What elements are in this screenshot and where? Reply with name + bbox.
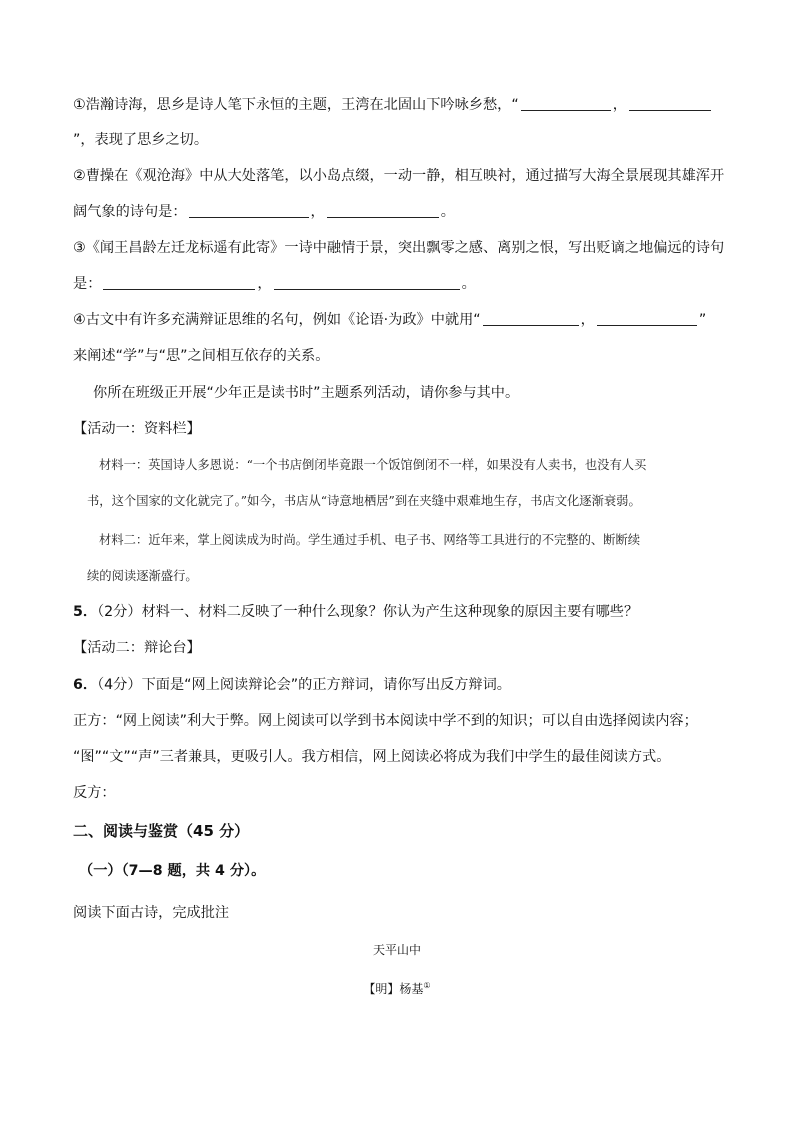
q2-end: 。 <box>440 204 455 220</box>
q5-line <box>73 602 724 622</box>
q4-close: ” <box>698 312 707 328</box>
footnote-marker: ① <box>423 981 431 990</box>
q1-text: ①浩瀚诗海，思乡是诗人笔下永恒的主题，王湾在北固山下吟咏乡愁，“ <box>73 97 519 113</box>
q6-number: 6． <box>73 677 98 693</box>
q2-prefix: 阔气象的诗句是： <box>73 204 187 220</box>
q1-line1 <box>73 95 724 115</box>
part1-heading: （一）（7—8 题，共 4 分）。 <box>79 863 266 879</box>
q2-comma: ， <box>310 204 325 220</box>
pro-line1: 正方：“网上阅读”利大于弊。网上阅读可以学到书本阅读中学不到的知识；可以自由选择阅读内容； <box>73 713 698 729</box>
q3-end: 。 <box>461 276 476 292</box>
q4-line1 <box>73 310 724 330</box>
q5-text: 材料一、材料二反映了一种什么现象？你认为产生这种现象的原因主要有哪些？ <box>141 604 639 620</box>
answer-blank[interactable] <box>274 275 460 290</box>
q3-comma: ， <box>257 276 272 292</box>
q5-number: 5． <box>73 604 98 620</box>
answer-blank[interactable] <box>521 96 611 111</box>
answer-blank[interactable] <box>597 311 697 326</box>
activity2-heading: 【活动二：辩论台】 <box>73 640 201 656</box>
answer-blank[interactable] <box>103 275 255 290</box>
q3-line2 <box>73 274 724 294</box>
q6-points: （4分） <box>97 677 142 693</box>
q2-line2 <box>73 202 724 222</box>
poem-title: 天平山中 <box>372 943 421 957</box>
q3-line1: ③《闻王昌龄左迁龙标遥有此寄》一诗中融情于景，突出飘零之感、离别之恨，写出贬谪之地偏远的诗句 <box>73 240 725 256</box>
answer-blank[interactable] <box>189 203 309 218</box>
material2-line1: 材料二：近年来，掌上阅读成为时尚。学生通过手机、电子书、网络等工具进行的不完整的、断断续 <box>99 533 641 547</box>
q6-line <box>73 675 724 695</box>
q1-comma: ， <box>612 97 627 113</box>
q4-line2: 来阐述“学”与“思”之间相互依存的关系。 <box>73 348 330 364</box>
con-label: 反方： <box>73 785 116 801</box>
q2-line1: ②曹操在《观沧海》中从大处落笔，以小岛点缀，一动一静，相互映衬，通过描写大海全景展现其雄浑开 <box>73 168 725 184</box>
material1-line1: 材料一：英国诗人多恩说：“一个书店倒闭毕竟跟一个饭馆倒闭不一样，如果没有人卖书，也没有人买 <box>99 458 647 472</box>
q3-prefix: 是： <box>73 276 102 292</box>
material2-line2: 续的阅读逐渐盛行。 <box>87 569 198 583</box>
reading-instruction: 阅读下面古诗，完成批注 <box>73 905 230 921</box>
section2-heading: 二、阅读与鉴赏（45 分） <box>73 822 250 840</box>
activity1-heading: 【活动一：资料栏】 <box>73 421 201 437</box>
material1-line2: 书，这个国家的文化就完了。”如今，书店从“诗意地栖居”到在夹缝中艰难地生存，书店文化逐渐衰弱。 <box>87 494 641 508</box>
poem-author: 【明】杨基 <box>363 982 424 996</box>
q1-line2: ”，表现了思乡之切。 <box>73 132 209 148</box>
q4-comma: ， <box>580 312 595 328</box>
answer-blank[interactable] <box>629 96 711 111</box>
q5-points: （2分） <box>97 604 142 620</box>
poem-author-line <box>0 976 794 999</box>
q6-text: 下面是“网上阅读辩论会”的正方辩词，请你写出反方辩词。 <box>141 677 511 693</box>
pro-line2: “图”“文”“声”三者兼具，更吸引人。我方相信，网上阅读必将成为我们中学生的最佳阅读方式。 <box>73 749 671 765</box>
activity-intro: 你所在班级正开展“少年正是读书时”主题系列活动，请你参与其中。 <box>93 385 520 401</box>
answer-blank[interactable] <box>327 203 439 218</box>
answer-blank[interactable] <box>483 311 579 326</box>
q4-prefix: ④古文中有许多充满辩证思维的名句，例如《论语·为政》中就用“ <box>73 312 481 328</box>
